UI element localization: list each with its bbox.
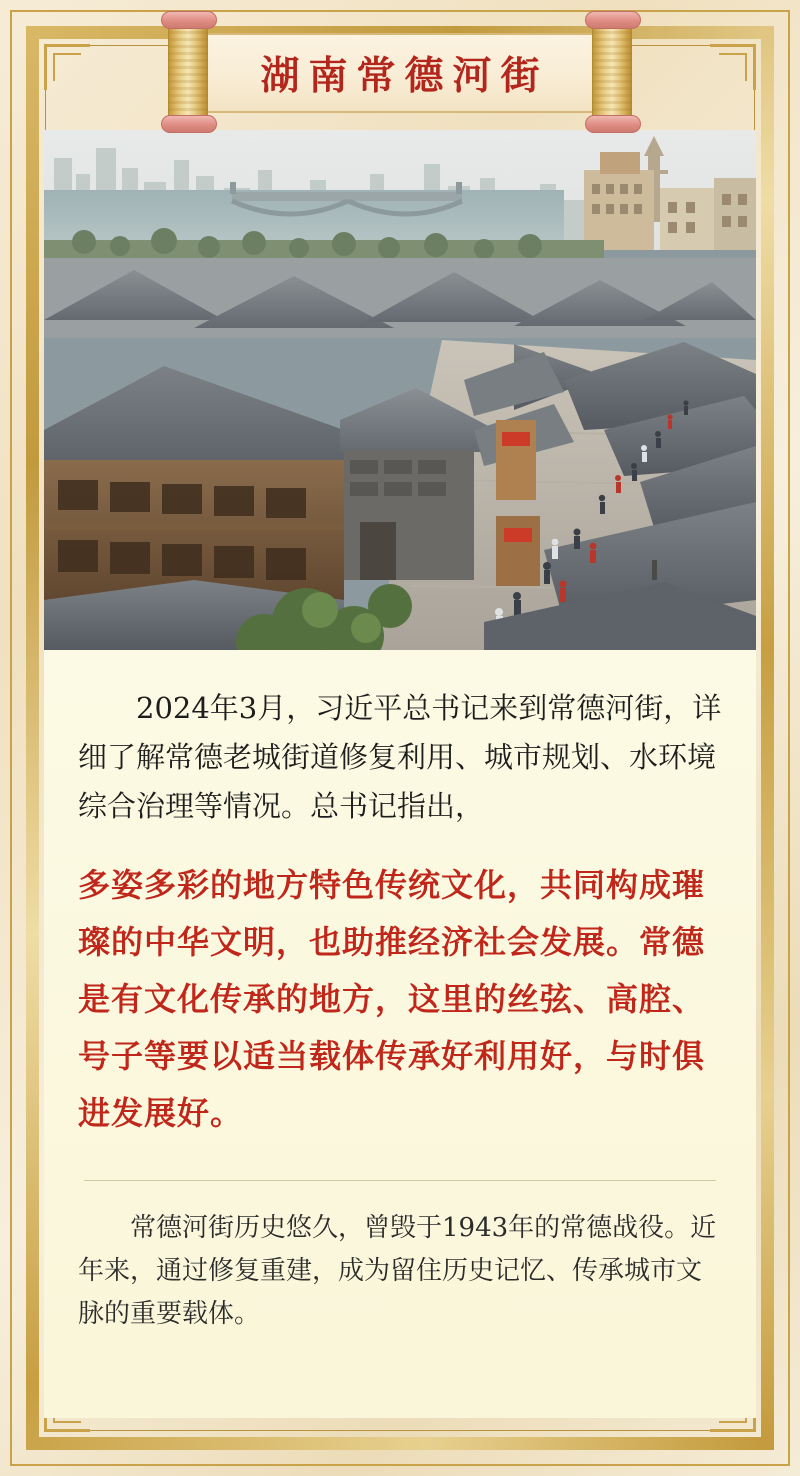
scroll-cap-left-top (161, 11, 217, 29)
section-divider (84, 1180, 716, 1181)
hero-photo-illustration (44, 130, 756, 650)
note-paragraph: 常德河街历史悠久，曾毁于1943年的常德战役。近年来，通过修复重建，成为留住历史记忆、传承城市文脉的重要载体。 (78, 1213, 717, 1329)
corner-ornament-top-right (700, 44, 756, 100)
article-text-card (44, 650, 756, 1418)
hero-photo (44, 130, 756, 650)
page-title: 湖南常德河街 (260, 53, 549, 99)
quote-paragraph: 多姿多彩的地方特色传统文化，共同构成璀璨的中华文明，也助推经济社会发展。常德是有文化传承的地方，这里的丝弦、高腔、号子等要以适当载体传承好利用好，与时俱进发展好。 (78, 866, 706, 1132)
scroll-cap-right-top (585, 11, 641, 29)
scroll-roller-right (592, 16, 632, 128)
intro-paragraph: 2024年3月，习近平总书记来到常德河街，详细了解常德老城街道修复利用、城市规划、水环境综合治理等情况。总书记指出， (78, 691, 722, 823)
title-plaque (202, 33, 598, 113)
scroll-cap-right-bottom (585, 115, 641, 133)
corner-ornament-top-left (44, 44, 100, 100)
scroll-cap-left-bottom (161, 115, 217, 133)
title-scroll-banner (168, 16, 632, 128)
scroll-roller-left (168, 16, 208, 128)
